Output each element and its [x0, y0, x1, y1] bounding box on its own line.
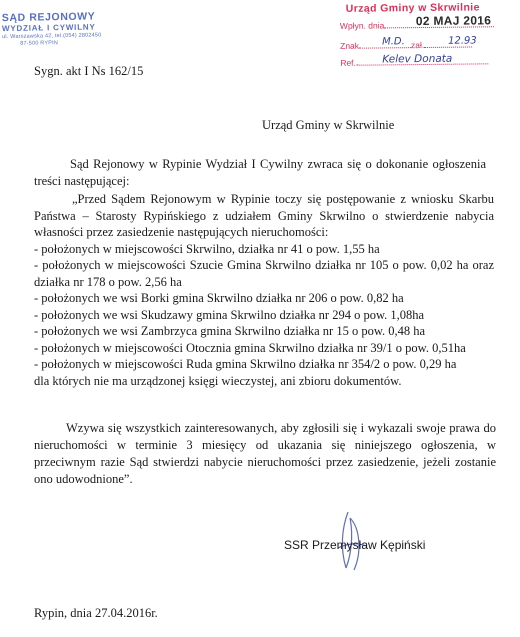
court-stamp-division: WYDZIAŁ I CYWILNY [1, 22, 96, 34]
place-date: Rypin, dnia 27.04.2016r. [34, 606, 158, 620]
property-item: - położonych w miejscowości Otocznia gmina Skrwilno działka nr 39/1 o pow. 0,51ha [34, 340, 466, 355]
ref-label: Ref. [340, 57, 356, 68]
judge-signature: SSR Przemysław Kępiński [284, 538, 426, 552]
handwritten-ref: Kelev Donata [382, 52, 453, 66]
property-item: - położonych we wsi Zambrzyca gmina Skrwilno działka nr 15 o pow. 0,48 ha [34, 324, 426, 338]
court-stamp [2, 11, 131, 48]
handwritten-sign: M.D. [382, 36, 405, 48]
addressee: Urząd Gminy w Skrwilnie [262, 118, 395, 132]
sign-label: Znak [340, 40, 360, 51]
property-item: - położonych we wsi Borki gmina Skrwilno działka nr 206 o pow. 0,82 ha [34, 291, 404, 305]
handwritten-attachments: 12.93 [448, 35, 477, 47]
appeal-paragraph [34, 420, 496, 488]
registration-stamp [330, 0, 519, 71]
case-number: Sygn. akt I Ns 162/15 [34, 64, 144, 78]
property-item: - położonych w miejscowości Szucie Gmina Skrwilno działka nr 105 o pow. 0,02 ha oraz działka nr 178 o pow. 2,56 ha [34, 258, 494, 289]
announcement-quote [34, 191, 494, 389]
quote-start: „Przed Sądem Rejonowym w Rypinie toczy się postępowanie z wniosku Skarbu Państwa – Starosty Rypińskiego z udziałem Gminy Skrwilno o stwierdzenie nabycia własności przez zasiedzenie następujących nieruchomości: [34, 192, 494, 239]
court-stamp-city: 87-500 RYPIN [20, 40, 59, 47]
court-stamp-address: ul. Warszawska 42, tel.(054) 2802450 [2, 32, 102, 41]
property-item: - położonych w miejscowości Ruda gmina Skrwilno działka nr 354/2 o pow. 0,29 ha [34, 357, 457, 371]
property-item: - położonych w miejscowości Skrwilno, działka nr 41 o pow. 1,55 ha [34, 241, 380, 256]
intro-paragraph: Sąd Rejonowy w Rypinie Wydział I Cywilny zwraca się o dokonanie ogłoszenia treści następującej: [34, 157, 486, 188]
attachments-label: zał. [410, 39, 425, 51]
received-label: Wpłyn. dnia [339, 20, 385, 31]
registration-stamp-title: Urząd Gminy w Skrwilnie [345, 1, 480, 15]
court-stamp-name: SĄD REJONOWY [1, 10, 96, 25]
received-date: 02 MAJ 2016 [415, 13, 492, 29]
property-item: - położonych we wsi Skudzawy gmina Skrwilno działka nr 294 o pow. 1,08ha [34, 307, 425, 322]
appeal-text: Wzywa się wszystkich zainteresowanych, aby zgłosili się i wykazali swoje prawa do nieruchomości w terminie 3 miesięcy od ukazania się niniejszego ogłoszenia, w przeciwnym razie Sąd stwierdzi nabycie nieruchomości przez zasiedzenie, jeżeli zostanie ono udowodnione”. [34, 421, 496, 486]
quote-end: dla których nie ma urządzonej księgi wieczystej, ani zbioru dokumentów. [34, 373, 402, 388]
